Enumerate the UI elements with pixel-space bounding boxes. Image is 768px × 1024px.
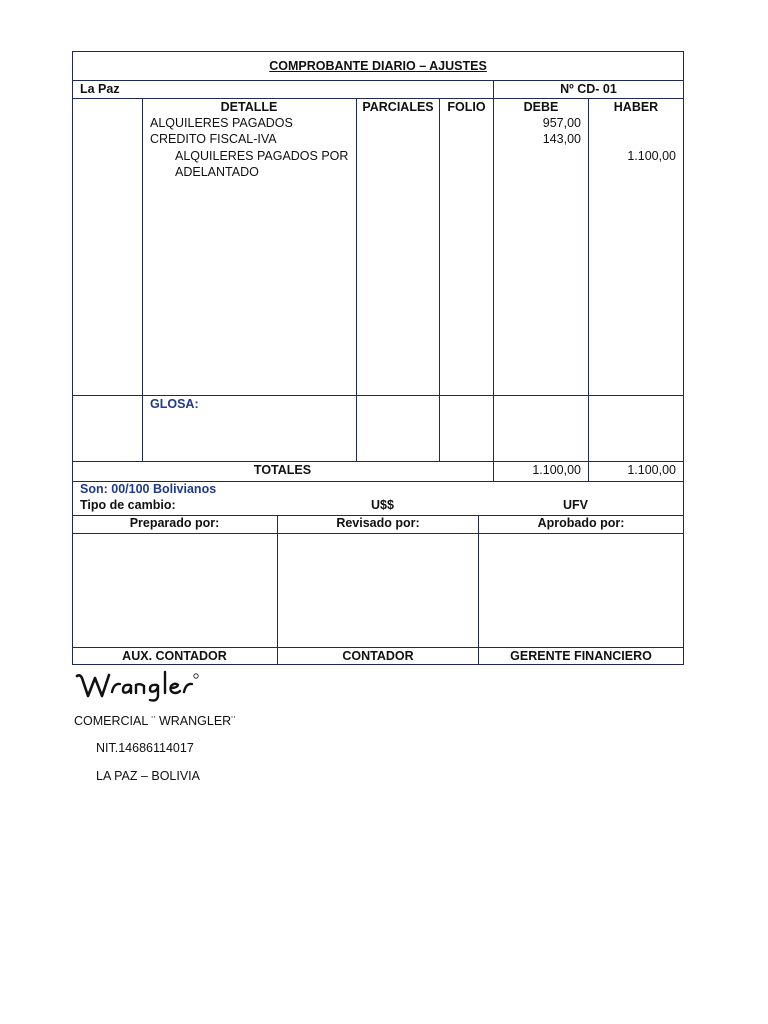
col-divider [142,98,143,461]
border-bottom [72,664,684,665]
city-label: La Paz [80,82,120,96]
prepared-by-label: Preparado por: [129,516,220,530]
border-left [72,51,73,665]
entry-haber: 1.100,00 [627,149,676,163]
role-aux-contador: AUX. CONTADOR [122,649,227,663]
role-gerente: GERENTE FINANCIERO [510,649,652,663]
divider [72,647,684,648]
approved-by-label: Aprobado por: [537,516,625,530]
divider [72,80,684,81]
role-contador: CONTADOR [342,649,414,663]
entry-debe: 957,00 [542,116,581,130]
border-top [72,51,684,52]
exchange-rate-label: Tipo de cambio: [80,498,176,512]
total-haber: 1.100,00 [627,463,676,477]
total-debe: 1.100,00 [532,463,581,477]
entry-detalle: ALQUILERES PAGADOS POR [175,149,349,163]
entry-detalle: ALQUILERES PAGADOS [150,116,293,130]
divider [72,533,684,534]
col-divider [439,98,440,461]
divider [72,461,684,462]
currency-ufv: UFV [563,498,588,512]
header-folio: FOLIO [447,100,486,114]
sig-divider [478,515,479,665]
amount-in-words: Son: 00/100 Bolivianos [80,482,217,496]
header-haber: HABER [613,100,659,114]
divider [72,395,684,396]
entry-debe: 143,00 [542,132,581,146]
currency-usd: U$$ [371,498,394,512]
header-detalle: DETALLE [220,100,278,114]
entry-detalle: ADELANTADO [175,165,259,179]
col-divider [356,98,357,461]
voucher-number: Nº CD- 01 [560,82,617,96]
border-right [683,51,684,665]
entry-detalle: CREDITO FISCAL-IVA [150,132,277,146]
wrangler-logo [74,666,204,706]
col-divider [493,98,494,481]
totales-label: TOTALES [253,463,312,477]
glosa-label: GLOSA: [150,397,199,411]
company-nit: NIT.14686114017 [96,741,194,755]
company-location: LA PAZ – BOLIVIA [96,769,200,783]
header-debe: DEBE [523,100,559,114]
divider [72,98,684,99]
header-parciales: PARCIALES [362,100,434,114]
voucher-title: COMPROBANTE DIARIO – AJUSTES [269,59,487,73]
sig-divider [277,515,278,665]
reviewed-by-label: Revisado por: [336,516,420,530]
company-name: COMERCIAL ¨ WRANGLER¨ [74,714,236,728]
